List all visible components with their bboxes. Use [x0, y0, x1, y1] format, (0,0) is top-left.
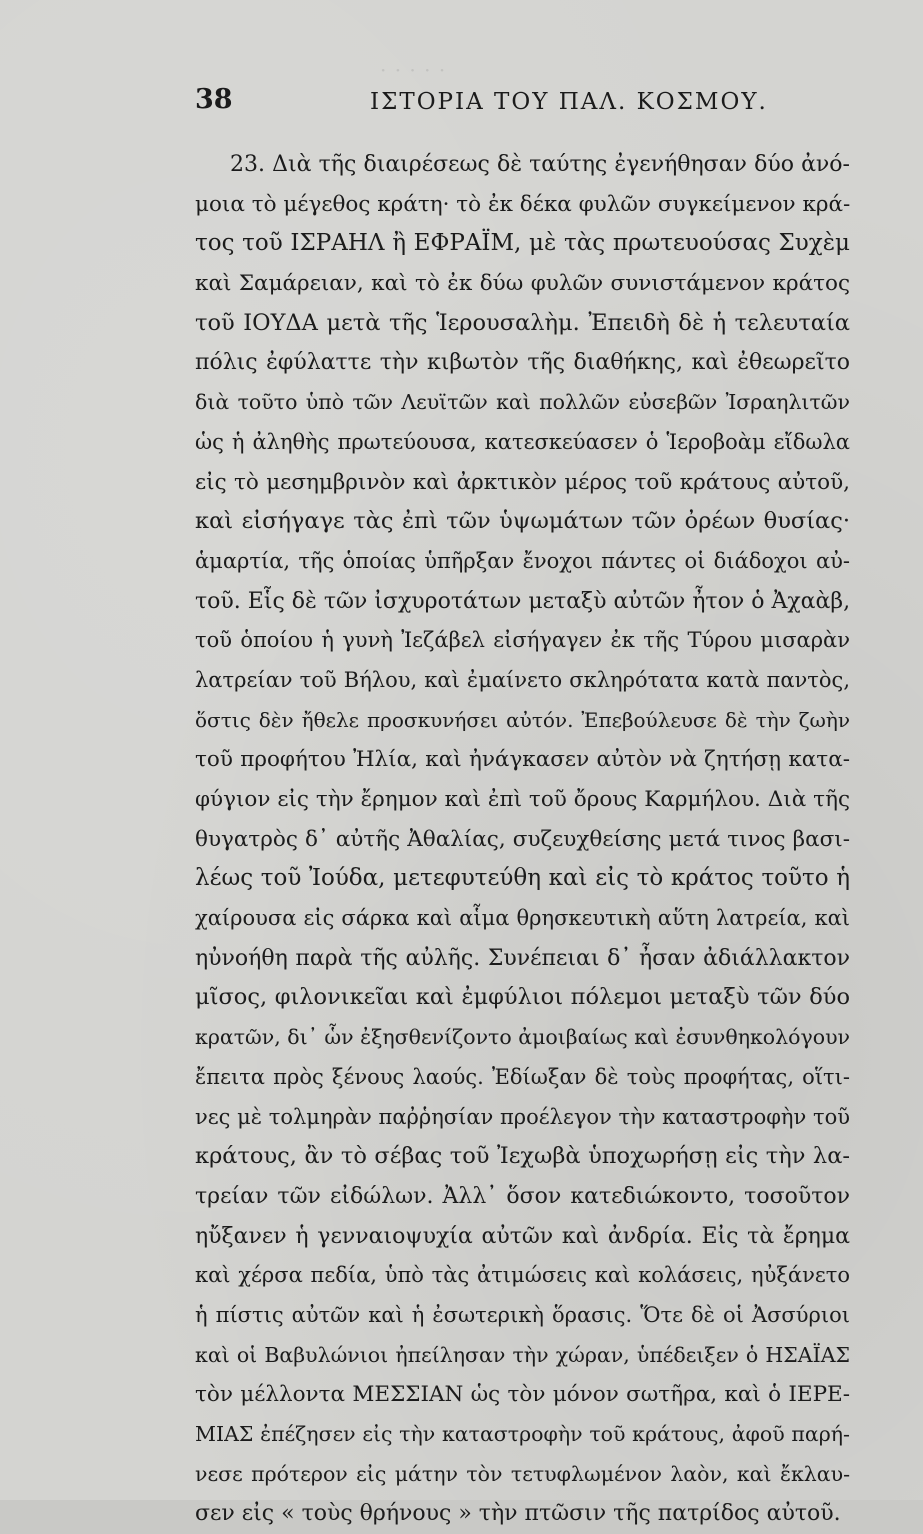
text-line: εἰς τὸ μεσημβρινὸν καὶ ἀρκτικὸν μέρος τοῦ κράτους αὐτοῦ, [195, 469, 850, 495]
text-line: νεσε πρότερον εἰς μάτην τὸν τετυφλωμένον λαὸν, καὶ ἔκλαυ- [195, 1461, 850, 1486]
show-through-text: · · · · · [380, 58, 447, 82]
text-line: ηὔξανεν ἡ γενναιοψυχία αὐτῶν καὶ ἀνδρία. Εἰς τὰ ἔρημα [195, 1223, 850, 1249]
text-line: μῖσος, φιλονικεῖαι καὶ ἐμφύλιοι πόλεμοι μεταξὺ τῶν δύο [195, 984, 850, 1011]
text-line: 23. Διὰ τῆς διαιρέσεως δὲ ταύτης ἐγενήθησαν δύο ἀνό- [230, 152, 850, 177]
text-line: ΜΙΑΣ ἐπέζησεν εἰς τὴν καταστροφὴν τοῦ κράτους, ἀφοῦ παρή- [195, 1422, 850, 1446]
text-line: καὶ χέρσα πεδία, ὑπὸ τὰς ἀτιμώσεις καὶ κολάσεις, ηὐξάνετο [195, 1263, 850, 1288]
text-line: χαίρουσα εἰς σάρκα καὶ αἷμα θρησκευτικὴ αὕτη λατρεία, καὶ [195, 906, 850, 931]
text-line: κρατῶν, δι᾽ ὧν ἐξησθενίζοντο ἀμοιβαίως καὶ ἐσυνθηκολόγουν [195, 1025, 850, 1050]
text-line: καὶ Σαμάρειαν, καὶ τὸ ἐκ δύω φυλῶν συνιστάμενον κράτος [195, 271, 850, 297]
text-line: τοῦ ὁποίου ἡ γυνὴ Ἰεζάβελ εἰσήγαγεν ἐκ τῆς Τύρου μισαρὰν [195, 628, 850, 653]
text-line: φύγιον εἰς τὴν ἔρημον καὶ ἐπὶ τοῦ ὄρους Καρμήλου. Διὰ τῆς [195, 787, 850, 812]
text-line: ὅστις δὲν ἤθελε προσκυνήσει αὐτόν. Ἐπεβούλευσε δὲ τὴν ζωὴν [195, 707, 850, 732]
paragraph-23 [195, 145, 850, 1534]
text-line: τὸν μέλλοντα ΜΕΣΣΙΑΝ ὡς τὸν μόνον σωτῆρα, καὶ ὁ ΙΕΡΕ- [195, 1382, 850, 1408]
text-line: καὶ εἰσήγαγε τὰς ἐπὶ τῶν ὑψωμάτων τῶν ὀρέων θυσίας· [195, 508, 850, 535]
text-line: τοῦ. Εἷς δὲ τῶν ἰσχυροτάτων μεταξὺ αὐτῶν ἦτον ὁ Ἀχαὰβ, [195, 588, 850, 614]
text-line: τρείαν τῶν εἰδώλων. Ἀλλ᾽ ὅσον κατεδιώκοντο, τοσοῦτον [195, 1183, 850, 1209]
text-line: θυγατρὸς δ᾽ αὐτῆς Ἀθαλίας, συζευχθείσης μετά τινος βασι- [195, 826, 850, 852]
text-line: ὡς ἡ ἀληθὴς πρωτεύουσα, κατεσκεύασεν ὁ Ἱεροβοὰμ εἴδωλα [195, 429, 850, 454]
text-line: σεν εἰς « τοὺς θρήνους » τὴν πτῶσιν τῆς πατρίδος αὐτοῦ. [195, 1501, 841, 1527]
text-line: τος τοῦ ΙΣΡΑΗΛ ἢ ΕΦΡΑΪΜ, μὲ τὰς πρωτευούσας Συχὲμ [195, 230, 850, 257]
text-line: διὰ τοῦτο ὑπὸ τῶν Λευϊτῶν καὶ πολλῶν εὐσεβῶν Ἰσραηλιτῶν [195, 390, 850, 415]
text-line: ἁμαρτία, τῆς ὁποίας ὑπῆρξαν ἔνοχοι πάντες οἱ διάδοχοι αὐ- [195, 548, 850, 573]
text-line: λέως τοῦ Ἰούδα, μετεφυτεύθη καὶ εἰς τὸ κράτος τοῦτο ἡ [195, 865, 850, 892]
text-line: μοια τὸ μέγεθος κράτη· τὸ ἐκ δέκα φυλῶν συγκείμενον κρά- [195, 191, 850, 217]
text-line: καὶ οἱ Βαβυλώνιοι ἠπείλησαν τὴν χώραν, ὑπέδειξεν ὁ ΗΣΑΪΑΣ [195, 1342, 850, 1367]
text-line: τοῦ ΙΟΥΔΑ μετὰ τῆς Ἱερουσαλὴμ. Ἐπειδὴ δὲ ἡ τελευταία [195, 309, 850, 336]
page-header [195, 84, 850, 122]
text-line: τοῦ προφήτου Ἠλία, καὶ ἠνάγκασεν αὐτὸν νὰ ζητήσῃ κατα- [195, 747, 850, 773]
text-line: πόλις ἐφύλαττε τὴν κιβωτὸν τῆς διαθήκης, καὶ ἐθεωρεῖτο [195, 350, 850, 376]
text-line: λατρείαν τοῦ Βήλου, καὶ ἐμαίνετο σκληρότατα κατὰ παντὸς, [195, 667, 850, 692]
running-title: ΙΣΤΟΡΙΑ ΤΟΥ ΠΑΛ. ΚΟΣΜΟΥ. [370, 89, 768, 115]
text-line: κράτους, ἂν τὸ σέβας τοῦ Ἰεχωβὰ ὑποχωρήσῃ εἰς τὴν λα- [195, 1143, 850, 1170]
text-line: ἡ πίστις αὐτῶν καὶ ἡ ἐσωτερικὴ ὅρασις. Ὅτε δὲ οἱ Ἀσσύριοι [195, 1302, 850, 1327]
text-line: ἔπειτα πρὸς ξένους λαούς. Ἐδίωξαν δὲ τοὺς προφήτας, οἵτι- [195, 1064, 850, 1089]
page-number: 38 [195, 84, 233, 115]
text-line: ηὐνοήθη παρὰ τῆς αὐλῆς. Συνέπειαι δ᾽ ἦσαν ἀδιάλλακτον [195, 945, 850, 971]
text-line: νες μὲ τολμηρὰν παῤῥησίαν προέλεγον τὴν καταστροφὴν τοῦ [195, 1104, 850, 1129]
